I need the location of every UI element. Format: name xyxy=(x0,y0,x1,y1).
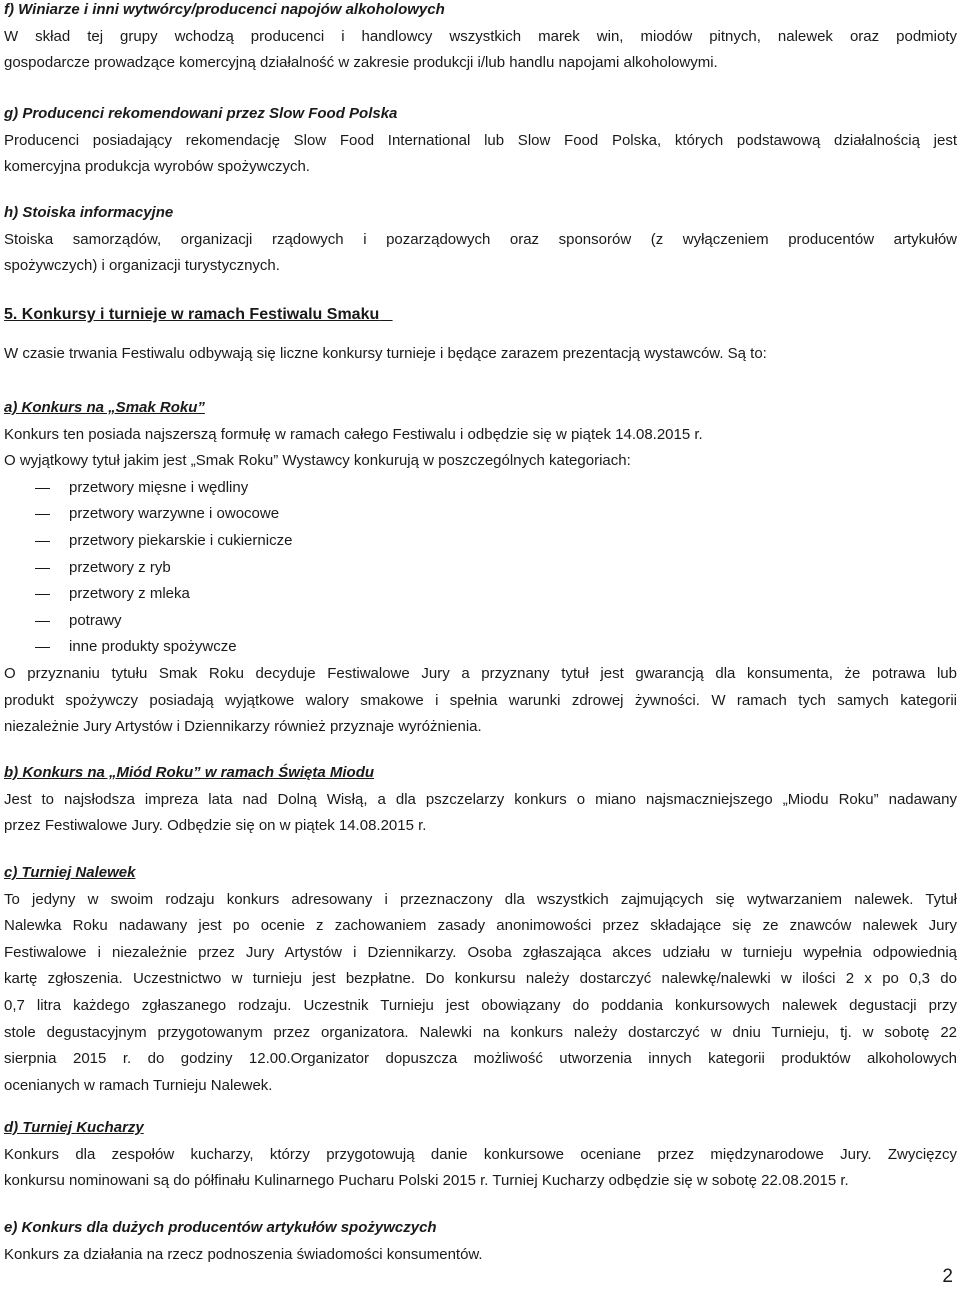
list-item: przetwory z mleka xyxy=(4,581,957,608)
section-g-heading: g) Producenci rekomendowani przez Slow Food Polska xyxy=(4,105,398,122)
contest-a-after-line2: produkt spożywczy posiadają wyjątkowe walory smakowe i spełnia warunki zdrowej żywności. W ramach tych samych kategorii xyxy=(4,691,957,709)
section-f-text-line2: gospodarcze prowadzące komercyjną działalność w zakresie produkcji i/lub handlu napojami alkoholowymi. xyxy=(4,54,718,72)
contest-b xyxy=(4,760,957,840)
section-g-text-line1: Producenci posiadający rekomendację Slow Food International lub Slow Food Polska, których podstawową działalnością jest xyxy=(4,131,957,149)
dash-bullet-icon xyxy=(35,514,50,515)
section-5-heading-text: 5. Konkursy i turnieje w ramach Festiwalu Smaku xyxy=(4,306,380,323)
contest-e xyxy=(4,1215,957,1268)
contest-c-line: stole degustacyjnym przygotowanym przez organizatora. Nalewki na konkurs należy dostarczyć w dniu Turnieju, tj. w sobotę 22 xyxy=(4,1023,957,1041)
contest-a-after-line1: O przyznaniu tytułu Smak Roku decyduje Festiwalowe Jury a przyznany tytuł jest gwarancją dla konsumenta, że potrawa lub xyxy=(4,664,957,682)
page-number: 2 xyxy=(942,1266,953,1287)
contest-d-line1: Konkurs dla zespołów kucharzy, którzy przygotowują danie konkursowe oceniane przez międzynarodowe Jury. Zwycięzcy xyxy=(4,1145,957,1163)
contest-c-line: To jedyny w swoim rodzaju konkurs adresowany i przeznaczony dla wszystkich zajmujących się wytwarzaniem nalewek. Tytuł xyxy=(4,890,957,908)
dash-bullet-icon xyxy=(35,647,50,648)
list-item: przetwory warzywne i owocowe xyxy=(4,501,957,528)
contest-b-heading: b) Konkurs na „Miód Roku” w ramach Święta Miodu xyxy=(4,764,375,781)
contest-c-line: sierpnia 2015 r. do godziny 12.00.Organizator dopuszcza możliwość utworzenia innych kategorii produktów alkoholowych xyxy=(4,1050,957,1068)
section-h-text-line2: spożywczych) i organizacji turystycznych. xyxy=(4,257,280,275)
list-item: potrawy xyxy=(4,608,957,635)
contest-d-heading: d) Turniej Kucharzy xyxy=(4,1119,144,1136)
contest-c xyxy=(4,860,957,1099)
section-h-text-line1: Stoiska samorządów, organizacji rządowych i pozarządowych oraz sponsorów (z wyłączeniem producentów artykułów xyxy=(4,230,957,248)
list-item: przetwory z ryb xyxy=(4,555,957,582)
contest-d xyxy=(4,1115,957,1195)
category-list xyxy=(4,475,957,661)
contest-b-line1: Jest to najsłodsza impreza lata nad Dolną Wisłą, a dla pszczelarzy konkurs o miano najsmaczniejszego „Miodu Roku” nadawany xyxy=(4,790,957,808)
contest-c-heading: c) Turniej Nalewek xyxy=(4,864,136,881)
contest-b-line2: przez Festiwalowe Jury. Odbędzie się on w piątek 14.08.2015 r. xyxy=(4,817,427,835)
section-5 xyxy=(4,302,957,367)
section-5-heading xyxy=(4,302,957,329)
contest-c-last-line: ocenianych w ramach Turnieju Nalewek. xyxy=(4,1076,273,1094)
section-g xyxy=(4,101,957,181)
section-h xyxy=(4,200,957,280)
contest-a-heading: a) Konkurs na „Smak Roku” xyxy=(4,399,205,416)
contest-c-line: Nalewka Roku nadawany jest po ocenie z zachowaniem zasady anonimowości przez składające się ze znawców nalewek Jury xyxy=(4,917,957,935)
dash-bullet-icon xyxy=(35,621,50,622)
contest-e-line1: Konkurs za działania na rzecz podnoszenia świadomości konsumentów. xyxy=(4,1245,483,1263)
section-h-heading: h) Stoiska informacyjne xyxy=(4,204,174,221)
section-f xyxy=(4,0,957,77)
section-5-text: W czasie trwania Festiwalu odbywają się liczne konkursy turnieje i będące zarazem prezentacją wystawców. Są to: xyxy=(4,344,767,362)
list-item: przetwory piekarskie i cukiernicze xyxy=(4,528,957,555)
list-item: przetwory mięsne i wędliny xyxy=(4,475,957,502)
dash-bullet-icon xyxy=(35,541,50,542)
dash-bullet-icon xyxy=(35,594,50,595)
contest-d-line2: konkursu nominowani są do półfinału Kulinarnego Pucharu Polski 2015 r. Turniej Kucharzy odbędzie się w sobotę 22.08.2015 r. xyxy=(4,1172,849,1190)
contest-a xyxy=(4,395,957,741)
section-f-text-line1: W skład tej grupy wchodzą producenci i handlowcy wszystkich marek win, miodów pitnych, nalewek oraz podmioty xyxy=(4,27,957,45)
contest-c-line: kartę zgłoszenia. Uczestnictwo w turnieju jest bezpłatne. Do konkursu należy dostarczyć nalewkę/nalewki w ilości 2 x po 0,3 do xyxy=(4,970,957,988)
contest-c-line: 0,7 litra każdego zgłaszanego rodzaju. Uczestnik Turnieju jest obowiązany do poddania konkursowych nalewek degustacji przy xyxy=(4,996,957,1014)
contest-c-line: Festiwalowe i niezależnie przez Jury Artystów i Dziennikarzy. Osoba zgłaszająca akces udziału w turnieju wypełnia odpowiednią xyxy=(4,943,957,961)
contest-a-after-line3: niezależnie Jury Artystów i Dziennikarzy również przyznaje wyróżnienia. xyxy=(4,718,482,736)
contest-e-heading: e) Konkurs dla dużych producentów artykułów spożywczych xyxy=(4,1219,437,1236)
contest-a-line2: O wyjątkowy tytuł jakim jest „Smak Roku” Wystawcy konkurują w poszczególnych kategoriach: xyxy=(4,452,631,470)
contest-a-line1: Konkurs ten posiada najszerszą formułę w ramach całego Festiwalu i odbędzie się w piątek 14.08.2015 r. xyxy=(4,425,703,443)
dash-bullet-icon xyxy=(35,568,50,569)
list-item: inne produkty spożywcze xyxy=(4,634,957,661)
dash-bullet-icon xyxy=(35,488,50,489)
section-g-text-line2: komercyjna produkcja wyrobów spożywczych. xyxy=(4,158,310,176)
section-f-heading: f) Winiarze i inni wytwórcy/producenci napojów alkoholowych xyxy=(4,1,445,18)
